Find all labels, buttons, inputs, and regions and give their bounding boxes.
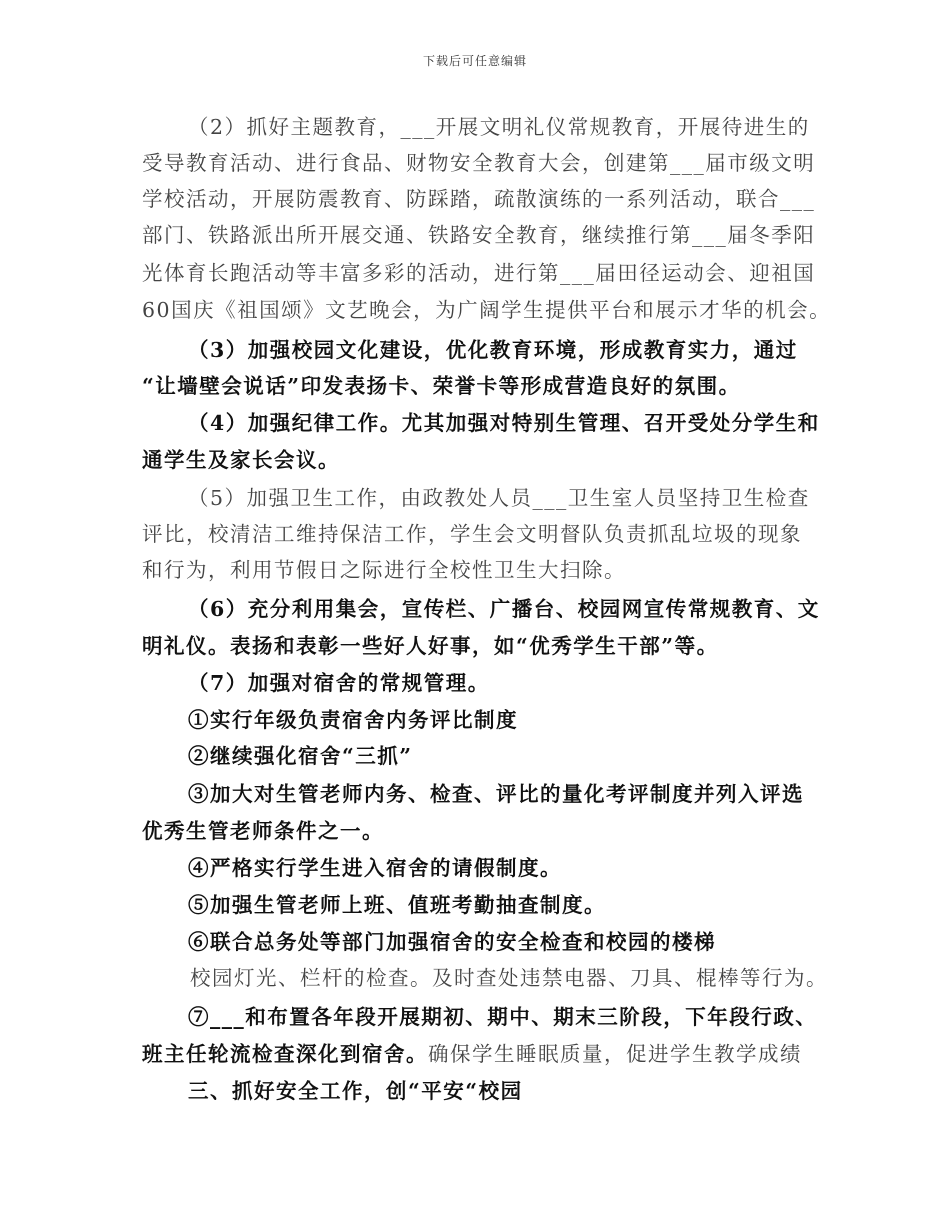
dorm-item-5: ⑤加强生管老师上班、值班考勤抽查制度。	[188, 893, 606, 917]
dorm-item-6-line-1: ⑥联合总务处等部门加强宿舍的安全检查和校园的楼梯	[188, 930, 716, 954]
dorm-item-2: ②继续强化宿舍“三抓”	[188, 744, 413, 768]
paragraph-2-line-5: 光体育长跑活动等丰富多彩的活动，进行第___届田径运动会、迎祖国	[142, 261, 816, 285]
paragraph-6-line-2: 明礼仪。表扬和表彰一些好人好事，如“优秀学生干部”等。	[142, 634, 719, 658]
paragraph-7-heading: （7）加强对宿舍的常规管理。	[188, 671, 490, 695]
section-3-heading: 三、抓好安全工作，创“平安“校园	[188, 1079, 523, 1103]
paragraph-5-line-3: 和行为，利用节假日之际进行全校性卫生大扫除。	[142, 558, 626, 582]
paragraph-4-line-1: （4）加强纪律工作。尤其加强对特别生管理、召开受处分学生和	[188, 411, 820, 435]
dorm-item-3-line-2: 优秀生管老师条件之一。	[142, 819, 384, 843]
paragraph-2-line-1: （2）抓好主题教育，___开展文明礼仪常规教育，开展待进生的	[188, 115, 810, 139]
dorm-item-7-light-part: 确保学生睡眠质量，促进学生教学成绩	[428, 1042, 802, 1066]
paragraph-5-line-2: 评比，校清洁工维持保洁工作，学生会文明督队负责抓乱垃圾的现象	[142, 522, 802, 546]
dorm-item-7-line-2	[142, 1037, 822, 1071]
paragraph-2-line-2: 受导教育活动、进行食品、财物安全教育大会，创建第___届市级文明	[142, 151, 816, 175]
paragraph-3-line-1: （3）加强校园文化建设，优化教育环境，形成教育实力，通过	[188, 338, 798, 362]
page-header: 下载后可任意编辑	[422, 54, 527, 68]
paragraph-2-line-3: 学校活动，开展防震教育、防踩踏，疏散演练的一系列活动，联合___	[142, 187, 816, 211]
paragraph-2-line-4: 部门、铁路派出所开展交通、铁路安全教育，继续推行第___届冬季阳	[142, 223, 816, 247]
dorm-item-7-bold-part: 班主任轮流检查深化到宿舍。	[142, 1042, 428, 1066]
paragraph-4-line-2: 通学生及家长会议。	[142, 448, 340, 472]
paragraph-6-line-1: （6）充分利用集会，宣传栏、广播台、校园网宣传常规教育、文	[188, 597, 820, 621]
dorm-item-1: ①实行年级负责宿舍内务评比制度	[188, 708, 518, 732]
dorm-item-6-line-2: 校园灯光、栏杆的检查。及时查处违禁电器、刀具、棍棒等行为。	[190, 966, 828, 990]
paragraph-3-line-2: “让墙壁会说话”印发表扬卡、荣誉卡等形成营造良好的氛围。	[142, 374, 741, 398]
dorm-item-7-line-1: ⑦___和布置各年段开展期初、期中、期末三阶段，下年段行政、	[188, 1005, 818, 1029]
paragraph-2-line-6: 60国庆《祖国颂》文艺晚会，为广阔学生提供平台和展示才华的机会。	[142, 298, 832, 322]
dorm-item-4: ④严格实行学生进入宿舍的请假制度。	[188, 856, 562, 880]
dorm-item-3-line-1: ③加大对生管老师内务、检查、评比的量化考评制度并列入评选	[188, 782, 804, 806]
paragraph-5-line-1: （5）加强卫生工作，由政教处人员___卫生室人员坚持卫生检查	[188, 486, 810, 510]
